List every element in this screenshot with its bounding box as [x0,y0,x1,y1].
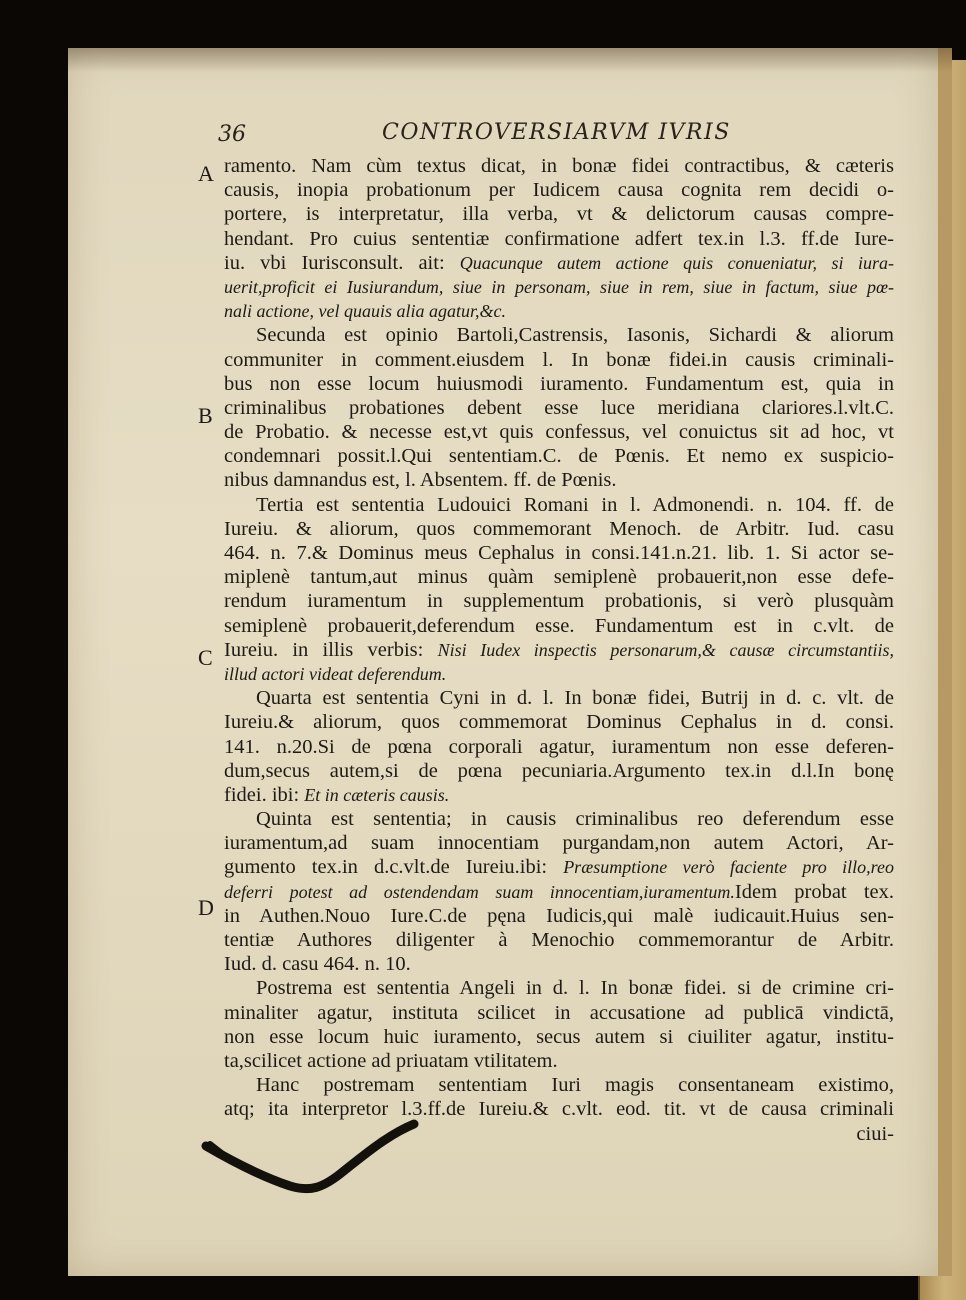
text-line: Quinta est sententia; in causis criminalibus reo deferendum esse [256,808,894,831]
page-header [0,118,966,154]
text-line [224,783,894,807]
text-line: rendum iuramentum in supplementum probationis, si verò plusquàm [224,590,894,613]
text-line: in Authen.Nouo Iure.C.de pęna Iudicis,qui malè iudicauit.Huius sen- [224,904,894,927]
text-line: Postrema est sententia Angeli in d. l. In bonæ fidei. si de crimine cri- [256,977,894,1000]
text-segment: gumento tex.in d.c.vlt.de Iureiu.ibi: [224,856,548,879]
text-line: semiplenè probauerit,deferendum esse. Fundamentum est in c.vlt. de [224,614,894,637]
italic-quotation: deferri potest ad ostendendam suam innocentiam,iuramentum. [224,881,735,902]
margin-letter-b: B [198,403,213,428]
text-segment: Iureiu. in illis verbis: [224,638,424,661]
text-line: de Probatio. & necesse est,vt quis confessus, vel conuictus sit ad hoc, vt [224,421,894,444]
text-line: Secunda est opinio Bartoli,Castrensis, Iasonis, Sichardi & aliorum [256,324,894,347]
body-text [224,154,894,1146]
text-line: non esse locum huic iuramento, secus autem si ciuiliter agatur, institu- [224,1025,894,1048]
text-line: Hanc postremam sententiam Iuri magis consentaneam existimo, [256,1074,894,1097]
text-line: bus non esse locum huiusmodi iuramento. Fundamentum est, quia in [224,372,894,395]
margin-letter-d: D [198,895,214,920]
text-line: iuramentum,ad suam innocentiam purgandam,non autem Actori, Ar- [224,832,894,855]
text-line: dum,secus autem,si de pœna pecuniaria.Argumento tex.in d.l.In bonę [224,759,894,782]
catchword: ciui- [856,1122,894,1145]
text-line: 141. n.20.Si de pœna corporali agatur, iuramentum non esse deferen- [224,735,894,758]
text-line: Tertia est sententia Ludouici Romani in l. Admonendi. n. 104. ff. de [256,493,894,516]
running-title: CONTROVERSIARVM IVRIS [382,120,731,145]
text-line: miplenè tantum,aut minus quàm semiplenè probauerit,non esse defe- [224,566,894,589]
text-line: minaliter agatur, instituta scilicet in accusatione ad publicā vindictā, [224,1001,894,1024]
text-line: atq; ita interpretor l.3.ff.de Iureiu.& c.vlt. eod. tit. vt de causa criminali [224,1098,894,1121]
text-line [224,855,894,879]
text-line: nibus damnandus est, l. Absentem. ff. de Pœnis. [224,469,617,492]
text-line: hendant. Pro cuius sententiæ confirmatione adfert tex.in l.3. ff.de Iure- [224,227,894,250]
text-line: criminalibus probationes debent esse luce meridiana clariores.l.vlt.C. [224,396,894,419]
italic-quotation-line: uerit,proficit ei Iusiurandum, siue in personam, siue in rem, siue in factum, siue pœ- [224,276,894,297]
italic-quotation: Quacunque autem actione quis conueniatur, si iura- [459,252,895,273]
text-line [224,251,894,275]
text-line: communiter in comment.eiusdem l. In bonæ fidei.in causis criminali- [224,348,894,371]
italic-quotation: Præsumptione verò faciente pro illo,reo [563,857,895,878]
text-segment: fidei. ibi: [224,783,300,806]
text-line: Quarta est sententia Cyni in d. l. In bonæ fidei, Butrij in d. c. vlt. de [256,687,894,710]
text-line [224,638,894,662]
text-line: causis, inopia probationum per Iudicem causa cognita rem decidi o- [224,179,894,202]
text-line: tentiæ Authores diligenter à Menochio commemorantur de Arbitr. [224,929,894,951]
text-line: Iud. d. casu 464. n. 10. [224,953,411,976]
text-segment: Idem probat tex. [734,880,894,903]
text-line: Iureiu.& aliorum, quos commemorat Dominus Cephalus in d. consi. [224,711,894,734]
text-line: portere, is interpretatur, illa verba, vt & delictorum causas compre- [224,203,894,226]
text-line: ramento. Nam cùm textus dicat, in bonæ fidei contractibus, & cæteris [224,155,894,177]
text-line: 464. n. 7.& Dominus meus Cephalus in consi.141.n.21. lib. 1. Si actor se- [224,542,894,564]
italic-quotation: Nisi Iudex inspectis personarum,& causæ circumstantiis, [437,639,895,660]
text-segment: iu. vbi Iurisconsult. ait: [224,251,445,274]
text-line: ta,scilicet actione ad priuatam vtilitatem. [224,1049,558,1072]
italic-quotation-line: illud actori videat deferendum. [224,663,447,684]
margin-letter-c: C [198,645,213,670]
page-edge-shadow [68,48,952,72]
italic-quotation: Et in cæteris causis. [304,784,450,805]
margin-letter-a: A [198,161,214,186]
ink-mark [200,1110,440,1210]
text-line [224,880,894,904]
page-number: 36 [218,122,246,147]
text-line: condemnari possit.l.Qui sententiam.C. de Pœnis. Et nemo ex suspicio- [224,445,894,468]
italic-quotation-line: nali actione, vel quauis alia agatur,&c. [224,301,506,322]
text-line: Iureiu. & aliorum, quos commemorant Menoch. de Arbitr. Iud. casu [224,517,894,540]
